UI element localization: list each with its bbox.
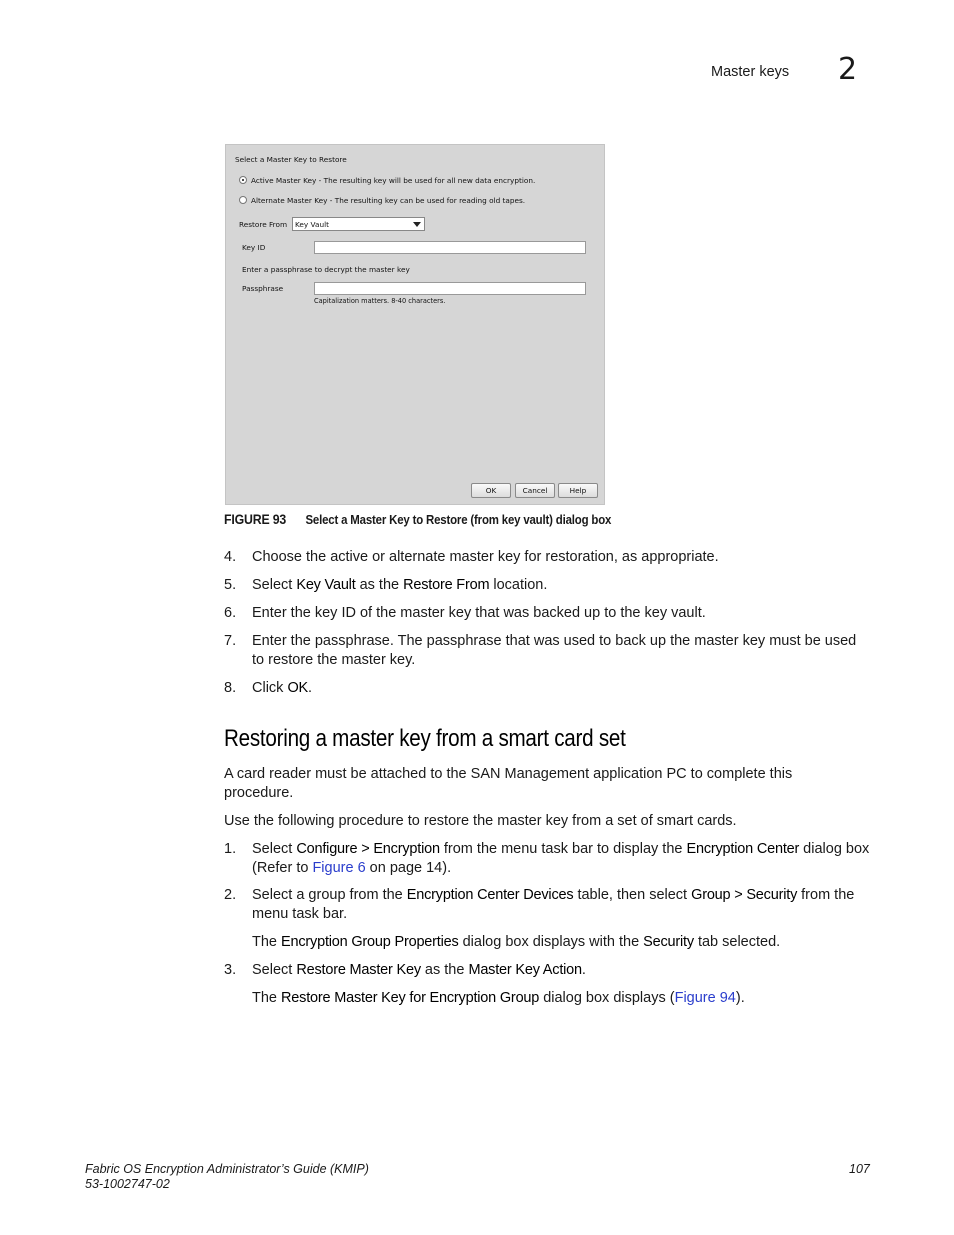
footer-title: Fabric OS Encryption Administrator’s Guide (KMIP) xyxy=(85,1162,369,1176)
figure-caption xyxy=(224,511,611,527)
chevron-down-icon xyxy=(413,222,421,227)
step-note: The Encryption Group Properties dialog box displays with the Security tab selected. xyxy=(252,934,781,950)
step-number: 7. xyxy=(224,633,237,649)
figure-number: FIGURE 93 xyxy=(224,511,287,527)
step-text: Click OK. xyxy=(252,680,313,696)
restore-from-select[interactable] xyxy=(292,217,425,231)
step-number: 4. xyxy=(224,549,237,565)
figure-94-link[interactable]: Figure 94 xyxy=(674,990,736,1006)
step-text: Enter the key ID of the master key that was backed up to the key vault. xyxy=(252,605,706,621)
chapter-number: 2 xyxy=(838,52,858,87)
cancel-button[interactable]: Cancel xyxy=(515,483,555,498)
alternate-master-key-radio[interactable] xyxy=(239,196,247,204)
step-text: Select Key Vault as the Restore From location. xyxy=(252,577,548,593)
step-text: Select Restore Master Key as the Master Key Action. xyxy=(252,962,586,978)
passphrase-label: Passphrase xyxy=(242,284,284,293)
key-id-input[interactable] xyxy=(314,241,586,254)
step-number: 5. xyxy=(224,577,237,593)
step-number: 1. xyxy=(224,841,237,857)
passphrase-prompt: Enter a passphrase to decrypt the master key xyxy=(242,265,410,274)
dialog-title: Select a Master Key to Restore xyxy=(235,155,347,164)
active-master-key-radio[interactable] xyxy=(239,176,247,184)
footer-doc-number: 53-1002747-02 xyxy=(85,1177,170,1191)
alternate-master-key-label: Alternate Master Key - The resulting key can be used for reading old tapes. xyxy=(251,196,526,205)
step-text: Enter the passphrase. The passphrase that was used to back up the master key must be used to restore the master key. xyxy=(252,633,857,668)
passphrase-input[interactable] xyxy=(314,282,586,295)
figure-6-link[interactable]: Figure 6 xyxy=(312,860,366,876)
step-number: 3. xyxy=(224,962,237,978)
ok-button[interactable]: OK xyxy=(471,483,511,498)
step-number: 2. xyxy=(224,887,237,903)
running-header-section: Master keys xyxy=(711,64,790,80)
paragraph: Use the following procedure to restore the master key from a set of smart cards. xyxy=(224,813,737,829)
step-text: Select Configure > Encryption from the menu task bar to display the Encryption Center dialog box (Refer to Figure 6 on page 14). xyxy=(252,841,870,876)
step-text: Choose the active or alternate master key for restoration, as appropriate. xyxy=(252,549,719,565)
step-number: 6. xyxy=(224,605,237,621)
step-note: The Restore Master Key for Encryption Group dialog box displays (Figure 94). xyxy=(252,990,745,1006)
key-id-label: Key ID xyxy=(242,243,266,252)
restore-master-key-dialog xyxy=(225,144,605,505)
paragraph: A card reader must be attached to the SAN Management application PC to complete this procedure. xyxy=(224,766,793,801)
restore-from-label: Restore From xyxy=(239,220,288,229)
section-heading: Restoring a master key from a smart card set xyxy=(224,725,626,752)
help-button[interactable]: Help xyxy=(558,483,598,498)
step-text: Select a group from the Encryption Center Devices table, then select Group > Security from the menu task bar. xyxy=(252,887,855,922)
page-number: 107 xyxy=(849,1162,870,1176)
step-number: 8. xyxy=(224,680,237,696)
figure-caption-text: Select a Master Key to Restore (from key vault) dialog box xyxy=(305,512,612,527)
active-master-key-label: Active Master Key - The resulting key will be used for all new data encryption. xyxy=(251,176,536,185)
passphrase-hint: Capitalization matters. 8-40 characters. xyxy=(314,297,446,305)
restore-from-value: Key Vault xyxy=(295,220,329,229)
